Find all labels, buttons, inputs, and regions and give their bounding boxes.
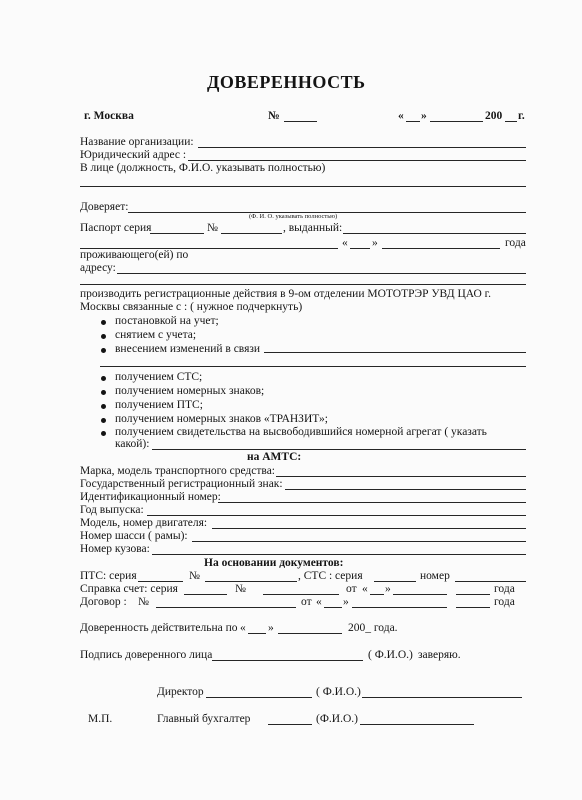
certificate-close-quote: »: [385, 583, 391, 595]
issue-month-year-field[interactable]: [382, 248, 500, 249]
passport-series-field[interactable]: [150, 233, 204, 234]
contract-year-field[interactable]: [456, 607, 490, 608]
number-sign: №: [268, 110, 280, 122]
engine-field[interactable]: [212, 528, 526, 529]
pts-label: ПТС: серия: [80, 570, 137, 582]
validity-year: 200_ года.: [348, 622, 398, 634]
action-sts[interactable]: получением СТС;: [115, 371, 203, 383]
bullet-icon: [101, 431, 106, 436]
sts-label: , СТС : серия: [298, 570, 363, 582]
address-label: адресу:: [80, 262, 116, 274]
certificate-open-quote: «: [362, 583, 368, 595]
signature-field[interactable]: [212, 660, 363, 661]
issue-date-close-quote: »: [372, 237, 378, 249]
validity-label: Доверенность действительна по: [80, 622, 238, 634]
pts-series-field[interactable]: [138, 581, 183, 582]
certificate-number-sign: №: [235, 583, 246, 595]
contract-year-word: года: [494, 596, 515, 608]
certificate-label: Справка счет: серия: [80, 583, 178, 595]
validity-close-quote: »: [268, 622, 274, 634]
purpose-line-2: Москвы связанные с : ( нужное подчеркнуть): [80, 301, 303, 313]
validity-open-quote: «: [240, 622, 246, 634]
certificate-year-word: года: [494, 583, 515, 595]
certificate-series-field[interactable]: [184, 594, 227, 595]
director-label: Директор: [157, 686, 204, 698]
contract-label: Договор :: [80, 596, 127, 608]
passport-label: Паспорт серия: [80, 222, 152, 234]
contract-month-field[interactable]: [352, 607, 447, 608]
issue-date-open-quote: «: [342, 237, 348, 249]
which-label: какой):: [115, 438, 150, 450]
stamp-label: М.П.: [88, 713, 113, 725]
pts-number-field[interactable]: [205, 581, 297, 582]
certify-label: заверяю.: [418, 649, 461, 661]
signature-label: Подпись доверенного лица: [80, 649, 213, 661]
plate-label: Государственный регистрационный знак:: [80, 478, 283, 490]
contract-close-quote: »: [343, 596, 349, 608]
action-changes[interactable]: внесением изменений в связи: [115, 343, 261, 355]
bullet-icon: [101, 334, 106, 339]
bullet-icon: [101, 376, 106, 381]
date-close-quote: »: [421, 110, 427, 122]
passport-number-sign: №: [207, 222, 218, 234]
bullet-icon: [101, 320, 106, 325]
org-name-field[interactable]: [198, 147, 526, 148]
contract-from-label: от: [301, 596, 312, 608]
body-field[interactable]: [152, 554, 526, 555]
action-deregistration[interactable]: снятием с учета;: [115, 329, 197, 341]
certificate-month-field[interactable]: [393, 594, 447, 595]
certificate-day-field[interactable]: [370, 594, 384, 595]
validity-day-field[interactable]: [248, 633, 266, 634]
bullet-icon: [101, 404, 106, 409]
accountant-fio-label: (Ф.И.О.): [316, 713, 358, 725]
certificate-from-label: от: [346, 583, 357, 595]
bullet-icon: [101, 348, 106, 353]
address-field[interactable]: [117, 273, 526, 274]
issued-by-field[interactable]: [343, 233, 526, 234]
purpose-line-1: производить регистрационные действия в 9-ом отделении МОТОТРЭР УВД ЦАО г.: [80, 288, 491, 300]
bullet-icon: [101, 418, 106, 423]
signature-fio-label: ( Ф.И.О.): [368, 649, 413, 661]
bullet-icon: [101, 390, 106, 395]
accountant-fio-field[interactable]: [360, 724, 474, 725]
in-person-field[interactable]: [80, 186, 526, 187]
director-fio-label: ( Ф.И.О.): [316, 686, 361, 698]
contract-day-field[interactable]: [324, 607, 342, 608]
changes-reason-field[interactable]: [264, 352, 526, 353]
issued-by-label: , выданный:: [283, 222, 343, 234]
document-title: ДОВЕРЕННОСТЬ: [207, 72, 366, 92]
year-prefix: 200: [485, 110, 503, 122]
certificate-year-field[interactable]: [456, 594, 490, 595]
number-field[interactable]: [284, 121, 317, 122]
pts-number-sign: №: [189, 570, 200, 582]
body-label: Номер кузова:: [80, 543, 150, 555]
chassis-label: Номер шасси ( рамы):: [80, 530, 188, 542]
accountant-label: Главный бухгалтер: [157, 713, 251, 725]
changes-reason-field-2[interactable]: [100, 366, 526, 367]
plate-field[interactable]: [285, 489, 526, 490]
chassis-field[interactable]: [192, 541, 526, 542]
passport-number-field[interactable]: [221, 233, 282, 234]
action-transit-plates[interactable]: получением номерных знаков «ТРАНЗИТ»;: [115, 413, 328, 425]
which-field[interactable]: [152, 449, 526, 450]
issue-day-field[interactable]: [350, 248, 370, 249]
sts-number-field[interactable]: [455, 581, 526, 582]
docs-header: На основании документов:: [204, 557, 344, 569]
sts-number-word: номер: [420, 570, 450, 582]
date-day-field[interactable]: [406, 121, 420, 122]
action-pts[interactable]: получением ПТС;: [115, 399, 203, 411]
director-signature-field[interactable]: [206, 697, 312, 698]
certificate-number-field[interactable]: [263, 594, 339, 595]
vin-field[interactable]: [218, 502, 526, 503]
issue-year-word: года: [505, 237, 526, 249]
contract-open-quote: «: [316, 596, 322, 608]
make-model-field[interactable]: [276, 476, 526, 477]
date-open-quote: «: [398, 110, 404, 122]
address-field-2[interactable]: [80, 284, 526, 285]
fio-hint: (Ф. И. О. указывать полностью): [249, 213, 338, 220]
make-model-label: Марка, модель транспортного средства:: [80, 465, 275, 477]
residing-label: проживающего(ей) по: [80, 249, 189, 261]
engine-label: Модель, номер двигателя:: [80, 517, 208, 529]
city-label: г. Москва: [84, 110, 134, 122]
action-unit-certificate[interactable]: получением свидетельства на высвободившийся номерной агрегат ( указать: [115, 426, 487, 438]
legal-address-label: Юридический адрес :: [80, 149, 187, 161]
year-made-field[interactable]: [147, 515, 526, 516]
sts-series-field[interactable]: [374, 581, 416, 582]
vehicle-header: на АМТС:: [247, 451, 302, 463]
legal-address-field[interactable]: [188, 160, 526, 161]
action-plates[interactable]: получением номерных знаков;: [115, 385, 265, 397]
year-field[interactable]: [505, 121, 517, 122]
org-name-label: Название организации:: [80, 136, 194, 148]
contract-number-sign: №: [138, 596, 149, 608]
year-made-label: Год выпуска:: [80, 504, 144, 516]
action-registration[interactable]: постановкой на учет;: [115, 315, 219, 327]
in-person-label: В лице (должность, Ф.И.О. указывать полностью): [80, 162, 326, 174]
trusts-label: Доверяет:: [80, 201, 129, 213]
year-suffix: г.: [518, 110, 525, 122]
vin-label: Идентификационный номер:: [80, 491, 221, 503]
validity-month-field[interactable]: [278, 633, 342, 634]
contract-number-field[interactable]: [156, 607, 296, 608]
date-month-field[interactable]: [430, 121, 483, 122]
director-fio-field[interactable]: [362, 697, 522, 698]
accountant-signature-field[interactable]: [268, 724, 312, 725]
